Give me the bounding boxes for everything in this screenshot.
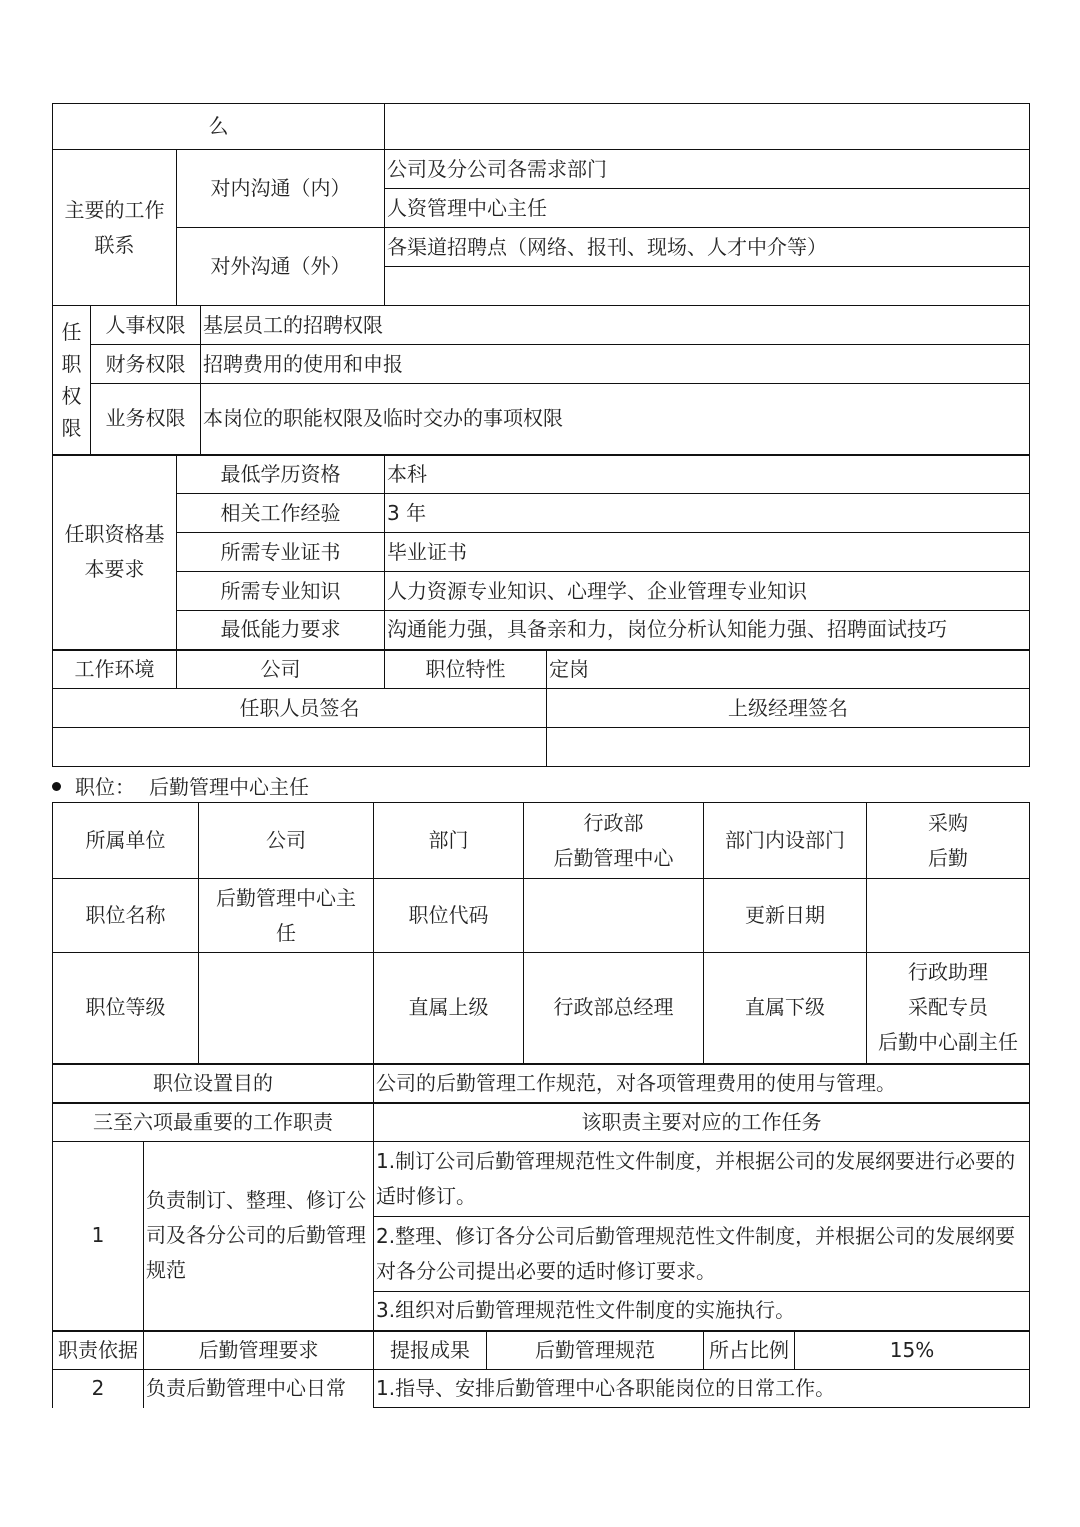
position-heading [52,772,327,802]
qualifications-label: 任职资格基本要求 [53,455,177,650]
update-label: 更新日期 [704,879,867,953]
authority-hr-value: 基层员工的招聘权限 [201,306,1030,345]
update-value [867,879,1030,953]
qual-experience-value: 3 年 [385,494,1030,533]
qual-education-label: 最低学历资格 [177,455,385,494]
job-description-table-1 [52,103,1030,767]
trait-value: 定岗 [547,650,1030,689]
authority-char-3: 权 [61,383,82,408]
tasks-header: 该职责主要对应的工作任务 [374,1103,1030,1142]
environment-label: 工作环境 [53,650,177,689]
duty1-task-1: 1.制订公司后勤管理规范性文件制度，并根据公司的发展纲要进行必要的适时修订。 [374,1142,1030,1217]
work-relations-label: 主要的工作联系 [53,150,177,306]
qual-knowledge-label: 所需专业知识 [177,572,385,611]
duty2-number: 2 [53,1370,144,1408]
authority-hr-label: 人事权限 [91,306,201,345]
duty2-task-1: 1.指导、安排后勤管理中心各职能岗位的日常工作。 [374,1370,1030,1408]
duty1-result-label: 提报成果 [374,1331,487,1370]
dept-value [524,803,704,879]
duty2-description: 负责后勤管理中心日常 [144,1370,374,1408]
qual-ability-label: 最低能力要求 [177,611,385,650]
dept-label: 部门 [374,803,524,879]
code-value [524,879,704,953]
dept-value-line-1: 行政部 [583,810,644,835]
code-label: 职位代码 [374,879,524,953]
environment-value: 公司 [177,650,385,689]
duty1-basis-value: 后勤管理要求 [144,1331,374,1370]
subdept-value-line-1: 采购 [928,810,968,835]
authority-char-1: 任 [61,319,82,344]
authority-char-2: 职 [61,351,82,376]
unit-value: 公司 [199,803,374,879]
qual-ability-value: 沟通能力强，具备亲和力，岗位分析认知能力强、招聘面试技巧 [385,611,1030,650]
row0-label: 么 [53,104,385,150]
position-title: 后勤管理中心主任 [149,772,327,803]
duty1-task-3: 3.组织对后勤管理规范性文件制度的实施执行。 [374,1292,1030,1331]
external-comm-label: 对外沟通（外） [177,228,385,306]
unit-label: 所属单位 [53,803,199,879]
duty1-ratio-label: 所占比例 [704,1331,795,1370]
authority-char-4: 限 [61,415,82,440]
holder-signature-field [53,728,547,767]
subordinate-line-2: 采配专员 [908,995,988,1020]
name-value-line-2: 任 [276,920,296,945]
name-label: 职位名称 [53,879,199,953]
name-value [199,879,374,953]
authority-finance-label: 财务权限 [91,345,201,384]
purpose-value: 公司的后勤管理工作规范，对各项管理费用的使用与管理。 [374,1064,1030,1103]
superior-value: 行政部总经理 [524,953,704,1064]
duty1-result-value: 后勤管理规范 [487,1331,704,1370]
purpose-label: 职位设置目的 [53,1064,374,1103]
duty1-number: 1 [53,1142,144,1331]
qual-education-value: 本科 [385,455,1030,494]
qual-certificate-value: 毕业证书 [385,533,1030,572]
name-value-line-1: 后勤管理中心主 [216,885,356,910]
superior-label: 直属上级 [374,953,524,1064]
bullet-icon [52,782,61,791]
duty1-ratio-value: 15% [795,1331,1030,1370]
subdept-label: 部门内设部门 [704,803,867,879]
subordinate-line-3: 后勤中心副主任 [878,1030,1018,1055]
manager-signature-field [547,728,1030,767]
subdept-value [867,803,1030,879]
internal-comm-value-1: 公司及分公司各需求部门 [385,150,1030,189]
qual-certificate-label: 所需专业证书 [177,533,385,572]
subordinate-value [867,953,1030,1064]
duty1-description: 负责制订、整理、修订公司及各分公司的后勤管理规范 [144,1142,374,1331]
duties-header: 三至六项最重要的工作职责 [53,1103,374,1142]
authority-finance-value: 招聘费用的使用和申报 [201,345,1030,384]
qual-experience-label: 相关工作经验 [177,494,385,533]
duty1-basis-label: 职责依据 [53,1331,144,1370]
external-comm-value-2 [385,267,1030,306]
internal-comm-label: 对内沟通（内） [177,150,385,228]
manager-signature-label: 上级经理签名 [547,689,1030,728]
grade-value [199,953,374,1064]
authority-business-value: 本岗位的职能权限及临时交办的事项权限 [201,384,1030,455]
duty1-task-2: 2.整理、修订各分公司后勤管理规范性文件制度，并根据公司的发展纲要对各分公司提出必要的适时修订要求。 [374,1217,1030,1292]
authority-label [53,306,91,455]
dept-value-line-2: 后勤管理中心 [553,845,674,870]
subordinate-line-1: 行政助理 [908,960,988,985]
subordinate-label: 直属下级 [704,953,867,1064]
row0-value [385,104,1030,150]
grade-label: 职位等级 [53,953,199,1064]
job-description-table-2 [52,802,1030,1408]
authority-business-label: 业务权限 [91,384,201,455]
qual-knowledge-value: 人力资源专业知识、心理学、企业管理专业知识 [385,572,1030,611]
external-comm-value-1: 各渠道招聘点（网络、报刊、现场、人才中介等） [385,228,1030,267]
holder-signature-label: 任职人员签名 [53,689,547,728]
internal-comm-value-2: 人资管理中心主任 [385,189,1030,228]
position-prefix: 职位： [75,775,135,799]
trait-label: 职位特性 [385,650,547,689]
subdept-value-line-2: 后勤 [928,845,968,870]
